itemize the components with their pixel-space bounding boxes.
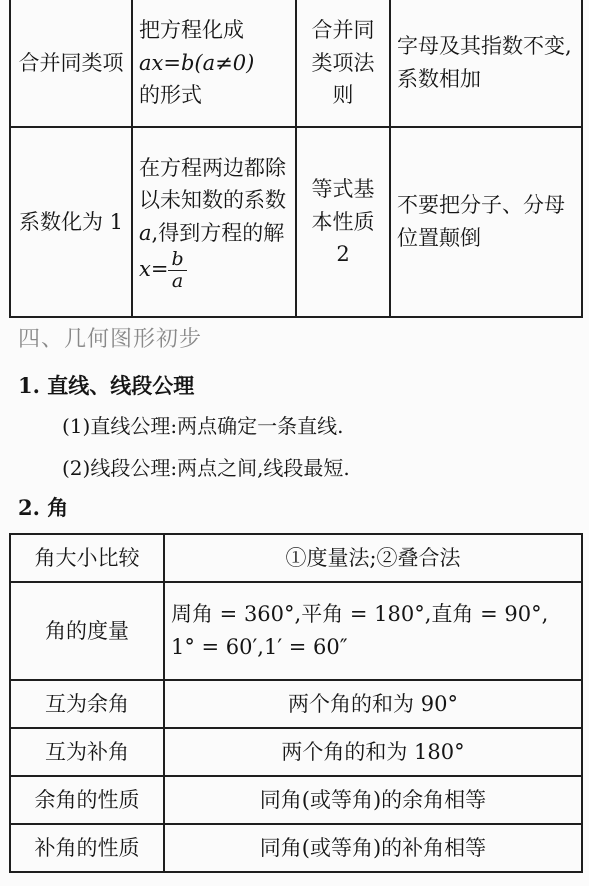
- row-label: 余角的性质: [10, 776, 164, 824]
- value-line: 周角 = 360°,平角 = 180°,直角 = 90°,: [171, 602, 549, 627]
- table-row: [10, 534, 582, 582]
- method-text: 把方程化成: [139, 18, 244, 43]
- method-text: 的形式: [139, 83, 202, 108]
- table-row: [10, 0, 582, 127]
- step-method-cell: [132, 127, 296, 317]
- method-text: 在方程两边都除以未知数的系数: [139, 155, 286, 213]
- step-basis-cell: 等式基本性质 2: [296, 127, 390, 317]
- table-row: [10, 776, 582, 824]
- section-title: 四、几何图形初步: [18, 327, 203, 352]
- step-method-cell: [132, 0, 296, 127]
- fraction-denominator: a: [171, 270, 184, 293]
- equation-formula: ax=b(a≠0): [139, 50, 255, 75]
- angle-table: [9, 533, 583, 873]
- row-value: ①度量法;②叠合法: [164, 534, 582, 582]
- table-row: [10, 127, 582, 317]
- row-value: 两个角的和为 90°: [164, 680, 582, 728]
- variable-a: a: [139, 220, 152, 245]
- subsection-heading: 1. 直线、线段公理: [18, 373, 195, 398]
- row-value: [164, 582, 582, 680]
- row-label: 补角的性质: [10, 824, 164, 872]
- table-row: [10, 582, 582, 680]
- step-note-cell: 不要把分子、分母位置颠倒: [390, 127, 582, 317]
- solution-x: x=: [139, 257, 169, 282]
- row-value: 同角(或等角)的补角相等: [164, 824, 582, 872]
- axiom-item: (1)直线公理:两点确定一条直线.: [62, 414, 344, 438]
- step-note-cell: 字母及其指数不变,系数相加: [390, 0, 582, 127]
- table-row: [10, 728, 582, 776]
- fraction-numerator: b: [168, 249, 186, 271]
- method-text: ,得到方程的解: [151, 220, 285, 245]
- step-name-cell: 合并同类项: [10, 0, 132, 127]
- solution-fraction: [168, 249, 186, 292]
- table-row: [10, 680, 582, 728]
- equation-steps-table: [9, 0, 583, 318]
- step-name-cell: 系数化为 1: [10, 127, 132, 317]
- row-label: 互为补角: [10, 728, 164, 776]
- row-value: 两个角的和为 180°: [164, 728, 582, 776]
- value-line: 1° = 60′,1′ = 60″: [171, 635, 348, 659]
- subsection-heading: 2. 角: [18, 495, 69, 520]
- table-row: [10, 824, 582, 872]
- axiom-item: (2)线段公理:两点之间,线段最短.: [62, 456, 350, 480]
- row-label: 角大小比较: [10, 534, 164, 582]
- step-basis-cell: 合并同类项法则: [296, 0, 390, 127]
- row-value: 同角(或等角)的余角相等: [164, 776, 582, 824]
- row-label: 互为余角: [10, 680, 164, 728]
- row-label: 角的度量: [10, 582, 164, 680]
